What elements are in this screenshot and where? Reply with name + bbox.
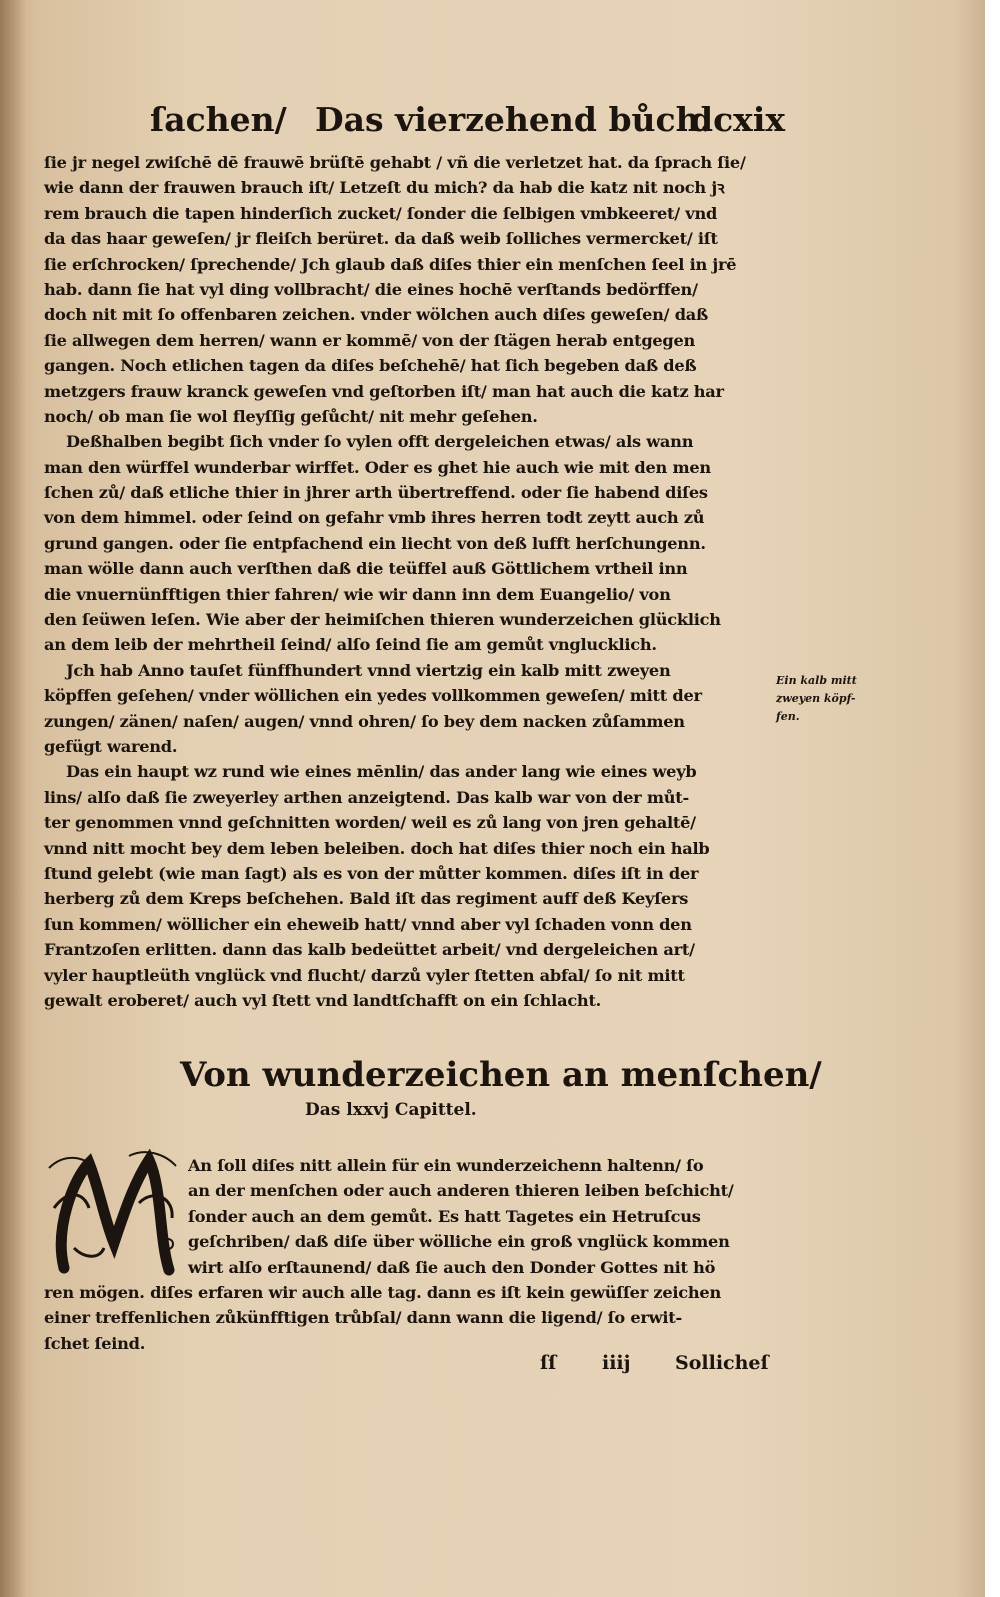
body-text: [44, 150, 804, 1013]
text-line: doch nit mit ſo offenbaren zeichen. vnder wölchen auch diſes geweſen/ daß: [44, 305, 709, 325]
text-line: vnnd nitt mocht bey dem leben beleiben. doch hat diſes thier noch ein halb: [44, 838, 710, 858]
text-line: köpffen geſehen/ vnder wöllichen ein yedes vollkommen geweſen/ mitt der: [44, 686, 702, 706]
catchword: Sollicheſ: [675, 1352, 769, 1374]
text-line: herberg zů dem Kreps beſchehen. Bald iſt das regiment auff deß Keyſers: [44, 889, 689, 909]
text-line: ſie erſchrocken/ ſprechende/ Jch glaub daß diſes thier ein menſchen ſeel in jrē: [44, 254, 737, 274]
chapter-text-line: ſonder auch an dem gemůt. Es hatt Tagetes ein Hetruſcus: [188, 1206, 701, 1226]
text-line: vyler hauptleüth vnglück vnd flucht/ darzů vyler ſtetten abfal/ ſo nit mitt: [44, 965, 685, 985]
text-line: ter genommen vnnd geſchnitten worden/ weil es zů lang von jren gehaltē/: [44, 813, 696, 833]
text-line: Das ein haupt wz rund wie eines mēnlin/ das ander lang wie eines weyb: [66, 762, 697, 782]
text-line: Frantzoſen erlitten. dann das kalb bedeüttet arbeit/ vnd dergeleichen art/: [44, 940, 695, 960]
text-line: ſie jr negel zwiſchē dē frauwē brüſtē gehabt / vñ die verletzet hat. da ſprach ſie/: [44, 153, 746, 172]
text-line: da das haar geweſen/ jr fleiſch berüret. da daß weib ſolliches vermercket/ iſt: [44, 229, 718, 249]
text-line: metzgers frauw kranck geweſen vnd geſtorben iſt/ man hat auch die katz har: [44, 381, 724, 401]
text-line: ſtund gelebt (wie man ſagt) als es von der můtter kommen. diſes iſt in der: [44, 863, 699, 883]
binding-shadow: [0, 0, 26, 1597]
running-head-left: ſachen/: [150, 100, 287, 139]
text-line: Jch hab Anno tauſet fünffhundert vnnd viertzig ein kalb mitt zweyen: [66, 660, 671, 680]
chapter-text: [44, 1153, 804, 1356]
chapter-text-line: wirt alſo erſtaunend/ daß ſie auch den Donder Gottes nit hö: [188, 1257, 716, 1277]
chapter-text-line: geſchriben/ daß diſe über wölliche ein groß vnglück kommen: [188, 1232, 730, 1252]
margin-note: [776, 672, 876, 726]
text-line: gangen. Noch etlichen tagen da diſes beſchehē/ hat ſich begeben daß deß: [44, 356, 697, 376]
text-line: noch/ ob man ſie wol fleyſſig geſůcht/ nit mehr geſehen.: [44, 406, 538, 426]
text-line: zungen/ zänen/ naſen/ augen/ vnnd ohren/ ſo bey dem nacken zůſammen: [44, 711, 685, 731]
signature-mark: ſſ: [540, 1352, 557, 1374]
text-line: Deßhalben begibt ſich vnder ſo vylen offt dergeleichen etwas/ als wann: [66, 432, 694, 452]
text-line: rem brauch die tapen hinderſich zucket/ ſonder die ſelbigen vmbkeeret/ vnd: [44, 203, 718, 223]
chapter-number: Das lxxvj Capittel.: [305, 1100, 477, 1120]
text-line: wie dann der frauwen brauch iſt/ Letzeſt du mich? da hab die katz nit noch jꝛ: [44, 178, 725, 198]
text-line: man wölle dann auch verſthen daß die teüffel auß Göttlichem vrtheil inn: [44, 559, 688, 579]
text-line: den ſeüwen leſen. Wie aber der heimiſchen thieren wunderzeichen glücklich: [44, 610, 721, 630]
text-line: von dem himmel. oder ſeind on gefahr vmb ihres herren todt zeytt auch zů: [44, 508, 705, 528]
margin-note-line: fen.: [776, 710, 800, 723]
text-line: gefügt warend.: [44, 736, 178, 756]
text-line: lins/ alſo daß ſie zweyerley arthen anzeigtend. Das kalb war von der můt-: [44, 787, 689, 807]
chapter-text-line: An ſoll diſes nitt allein für ein wunderzeichenn haltenn/ ſo: [188, 1156, 704, 1175]
text-line: gewalt eroberet/ auch vyl ſtett vnd landtſchafft on ein ſchlacht.: [44, 990, 602, 1010]
chapter-text-line: an der menſchen oder auch anderen thieren leiben beſchicht/: [188, 1181, 734, 1201]
chapter-text-line: ſchet ſeind.: [44, 1333, 146, 1353]
text-line: ſie allwegen dem herren/ wann er kommē/ von der ſtägen herab entgegen: [44, 330, 696, 350]
signature-number: iiij: [602, 1352, 631, 1374]
text-line: grund gangen. oder ſie entpfachend ein liecht von deß lufft herſchungenn.: [44, 533, 706, 553]
folio-number: dcxix: [690, 100, 786, 139]
running-head-title: Das vierzehend bůch.: [315, 100, 712, 139]
text-line: hab. dann ſie hat vyl ding vollbracht/ die eines hochē verſtands bedörffen/: [44, 279, 698, 299]
text-line: ſun kommen/ wöllicher ein eheweib hatt/ vnnd aber vyl ſchaden vonn den: [44, 914, 692, 934]
chapter-text-line: einer treffenlichen zůkünfftigen trůbſal/ dann wann die ligend/ ſo erwit-: [44, 1308, 682, 1328]
margin-note-line: Ein kalb mitt: [776, 674, 857, 687]
text-line: an dem leib der mehrtheil ſeind/ alſo ſeind ſie am gemůt vnglucklich.: [44, 635, 657, 655]
margin-note-line: zweyen köpf-: [776, 692, 856, 705]
chapter-title: Von wunderzeichen an menſchen/: [180, 1055, 822, 1095]
chapter-text-line: ren mögen. diſes erfaren wir auch alle tag. dann es iſt kein gewüſſer zeichen: [44, 1282, 721, 1302]
text-line: die vnuernünfftigen thier fahren/ wie wir dann inn dem Euangelio/ von: [44, 584, 671, 604]
text-line: ſchen zů/ daß etliche thier in jhrer arth übertreffend. oder ſie habend diſes: [44, 483, 708, 503]
text-line: man den würffel wunderbar wirffet. Oder es ghet hie auch wie mit den men: [44, 457, 711, 477]
